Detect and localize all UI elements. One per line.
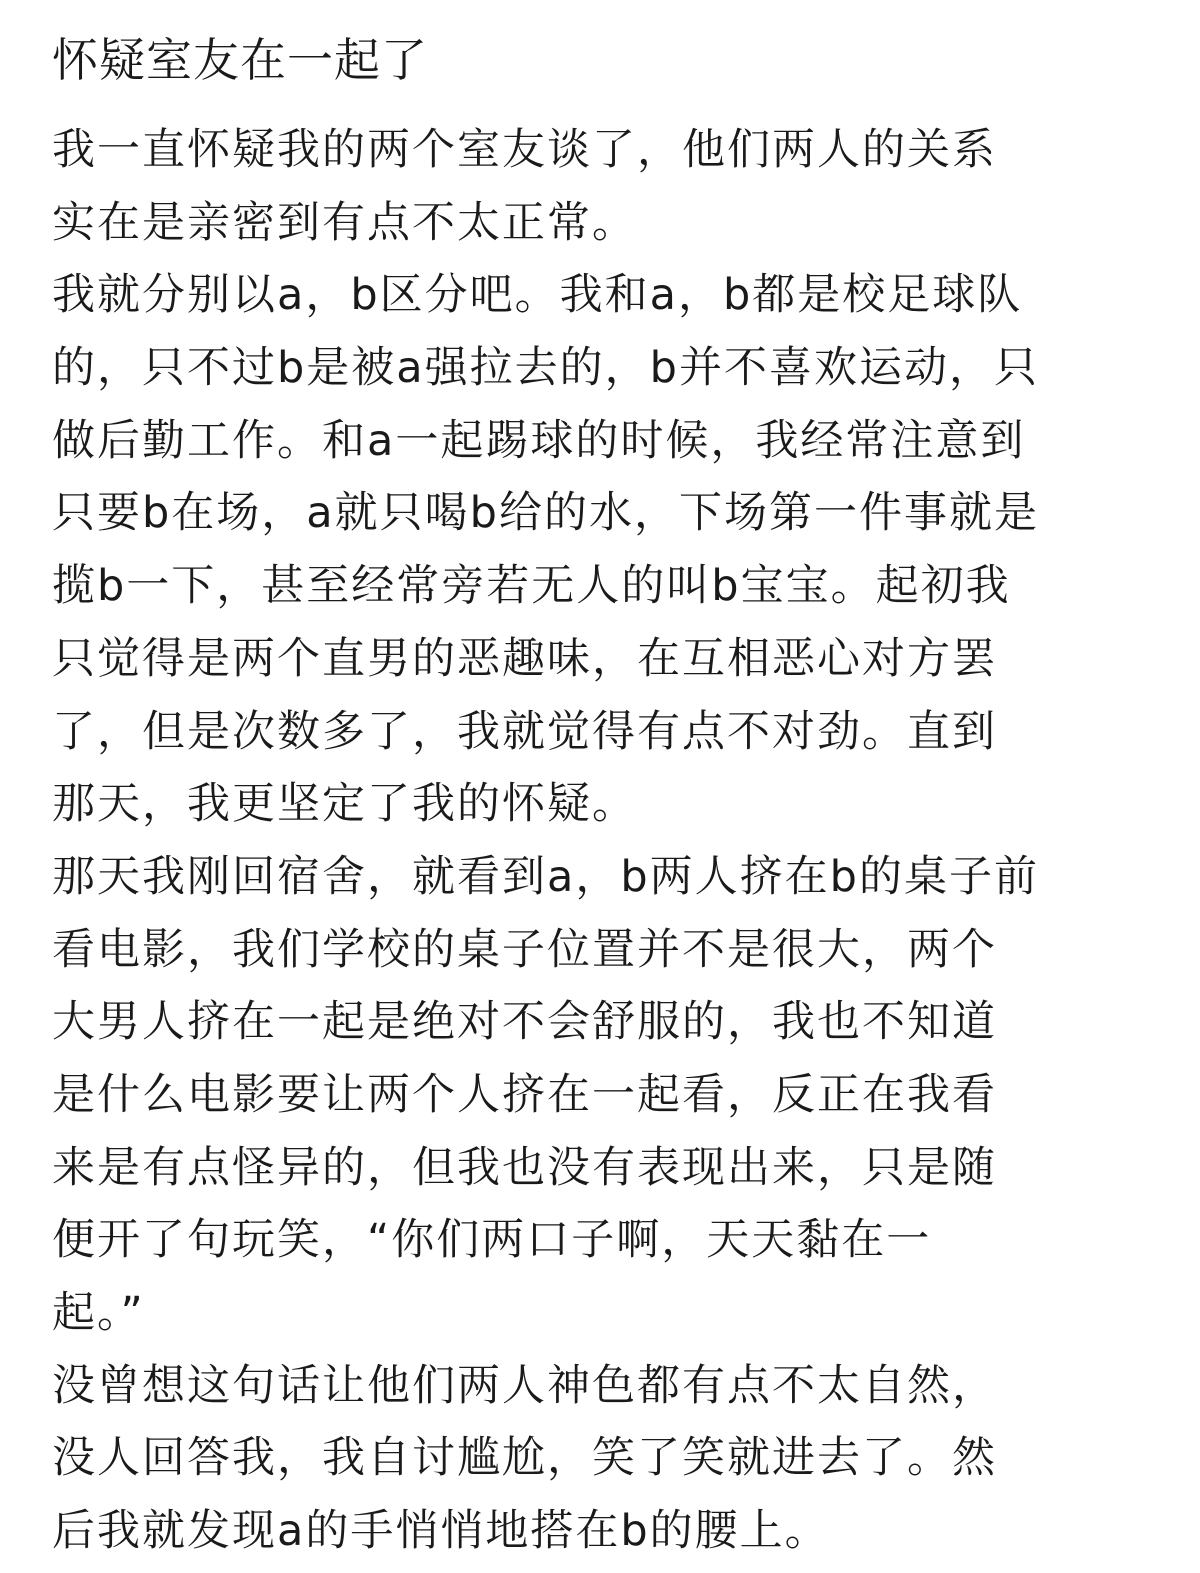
post-body xyxy=(52,114,1162,1568)
body-line: 做后勤工作。和a一起踢球的时候，我经常注意到 xyxy=(52,415,1026,466)
body-line: 我一直怀疑我的两个室友谈了，他们两人的关系 xyxy=(52,125,997,175)
body-line: 没曾想这句话让他们两人神色都有点不太自然， xyxy=(52,1360,997,1411)
body-line: 那天，我更坚定了我的怀疑。 xyxy=(52,779,637,830)
body-line: 实在是亲密到有点不太正常。 xyxy=(52,197,637,248)
body-line: 起。” xyxy=(52,1288,145,1338)
body-line: 是什么电影要让两个人挤在一起看，反正在我看 xyxy=(52,1069,997,1120)
body-line: 看电影，我们学校的桌子位置并不是很大，两个 xyxy=(52,924,997,975)
post-title: 怀疑室友在一起了 xyxy=(52,33,428,87)
body-line: 大男人挤在一起是绝对不会舒服的，我也不知道 xyxy=(52,997,997,1048)
body-line: 便开了句玩笑，“你们两口子啊，天天黏在一 xyxy=(52,1215,932,1266)
body-line: 只觉得是两个直男的恶趣味，在互相恶心对方罢 xyxy=(52,633,997,684)
body-line: 没人回答我，我自讨尴尬，笑了笑就进去了。然 xyxy=(52,1433,997,1484)
body-line: 了，但是次数多了，我就觉得有点不对劲。直到 xyxy=(52,706,997,757)
body-line: 后我就发现a的手悄悄地搭在b的腰上。 xyxy=(52,1506,830,1557)
body-line: 的，只不过b是被a强拉去的，b并不喜欢运动，只 xyxy=(52,343,1039,394)
body-line: 揽b一下，甚至经常旁若无人的叫b宝宝。起初我 xyxy=(52,561,1011,612)
post-container xyxy=(52,0,1162,1568)
body-line: 那天我刚回宿舍，就看到a，b两人挤在b的桌子前 xyxy=(52,851,1039,902)
body-line: 我就分别以a，b区分吧。我和a，b都是校足球队 xyxy=(52,270,1023,321)
body-line: 来是有点怪异的，但我也没有表现出来，只是随 xyxy=(52,1142,997,1193)
body-line: 只要b在场，a就只喝b给的水，下场第一件事就是 xyxy=(52,488,1039,539)
